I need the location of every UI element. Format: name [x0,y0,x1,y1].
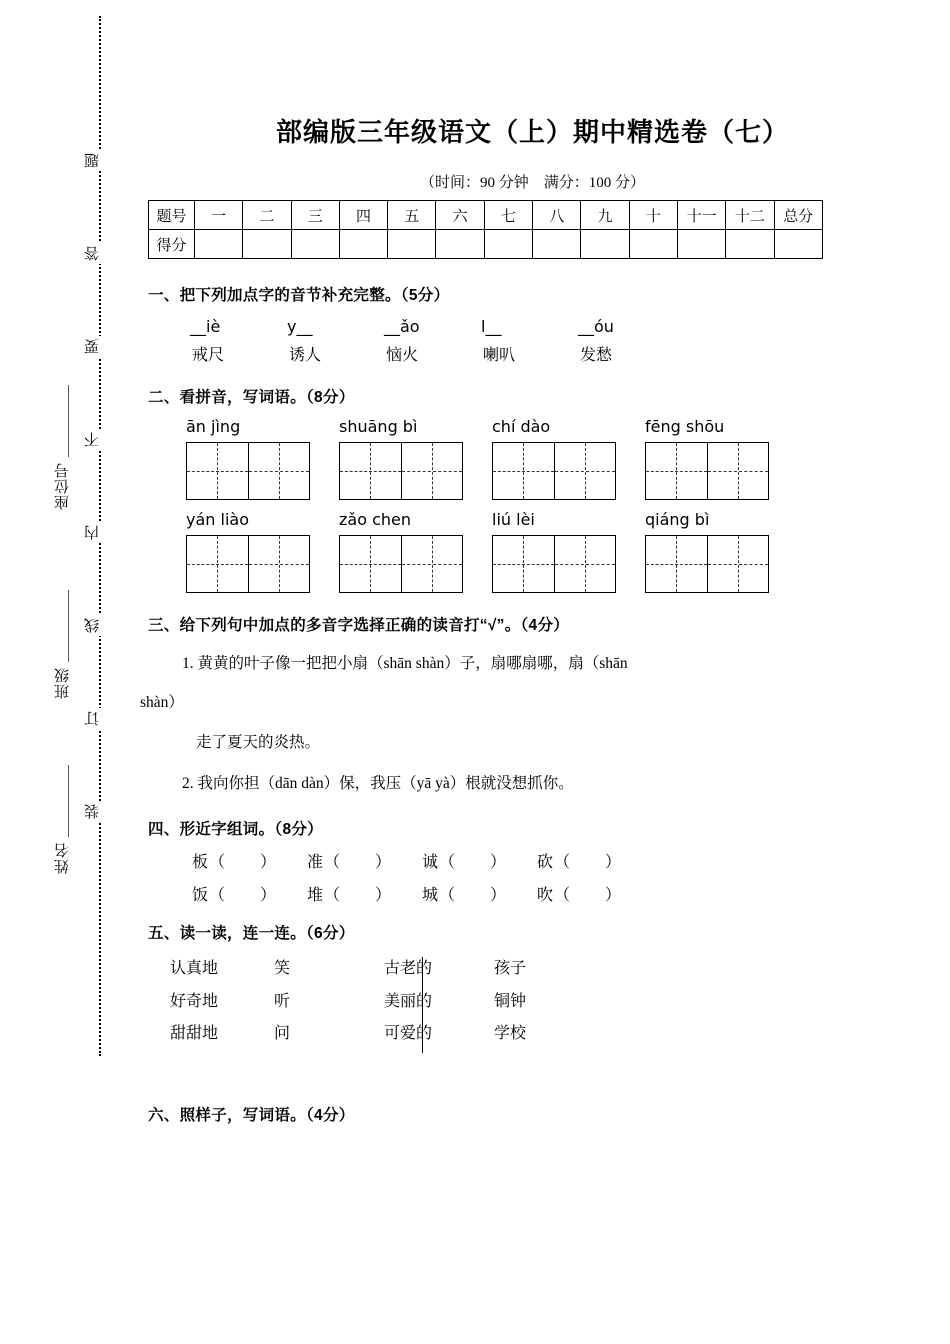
q2-grid-slot[interactable] [339,535,492,593]
tianzige-grid[interactable] [186,442,310,500]
score-cell-4[interactable] [388,230,436,259]
tianzige-cell[interactable] [187,536,248,592]
question-6 [148,1103,925,1125]
match-item[interactable]: 学校 [494,1025,527,1043]
notice-char-4: 内 [86,522,116,543]
score-table [148,200,823,259]
match-divider-line [422,957,423,1053]
page-title: 部编版三年级语文（上）期中精选卷（七） [275,118,789,147]
q4-r1-item-0[interactable]: 板（ ） [192,853,278,871]
question-2 [148,385,925,593]
score-cell-6[interactable] [484,230,532,259]
match-item[interactable]: 孩子 [494,959,527,977]
score-cell-3[interactable] [339,230,387,259]
score-table-col-3: 四 [339,201,387,230]
q2-r2-pinyin-0: yán liào [186,510,249,529]
seat-number-rule [68,385,69,457]
question-5-matching-area [148,953,568,1051]
table-row [149,201,823,230]
name-label: 姓名 [55,842,71,874]
table-row [149,230,823,259]
score-table-col-9: 十 [629,201,677,230]
score-table-col-6: 七 [484,201,532,230]
tianzige-cell[interactable] [554,536,616,592]
q2-grid-slot[interactable] [645,442,798,500]
q4-r1-item-3[interactable]: 砍（ ） [537,853,623,871]
score-table-col-2: 三 [291,201,339,230]
seat-number-label: 座位号 [55,462,71,510]
q1-hanzi-2: 恼火 [386,347,419,364]
score-table-col-1: 二 [243,201,291,230]
score-table-col-12: 总分 [774,201,822,230]
match-item[interactable]: 听 [274,992,291,1010]
q4-r1-item-1[interactable]: 准（ ） [307,853,393,871]
tianzige-cell[interactable] [646,536,707,592]
question-1-title: 一、把下列加点字的音节补充完整。（5分） [148,287,450,304]
score-cell-7[interactable] [533,230,581,259]
tianzige-cell[interactable] [401,443,463,499]
score-cell-10[interactable] [677,230,725,259]
q3-sentence-1-line-3: 走了夏天的炎热。 [196,733,321,751]
question-1 [148,283,925,365]
tianzige-grid[interactable] [186,535,310,593]
q1-hanzi-4: 发愁 [580,347,613,364]
q2-grid-slot[interactable] [186,535,339,593]
tianzige-cell[interactable] [340,443,401,499]
match-item[interactable]: 美丽的 [384,992,433,1010]
match-item[interactable]: 好奇地 [170,992,219,1010]
match-item[interactable]: 铜钟 [494,992,527,1010]
score-table-col-10: 十一 [677,201,725,230]
score-cell-1[interactable] [243,230,291,259]
notice-char-0: 题 [86,150,116,171]
q2-r1-pinyin-0: ān jìng [186,417,241,436]
tianzige-grid[interactable] [492,535,616,593]
score-cell-2[interactable] [291,230,339,259]
tianzige-cell[interactable] [401,536,463,592]
tianzige-grid[interactable] [645,442,769,500]
question-2-grid-row-2 [148,535,925,593]
question-4-row-2 [148,882,925,905]
notice-char-1: 答 [86,243,116,264]
q2-grid-slot[interactable] [492,535,645,593]
score-table-col-5: 六 [436,201,484,230]
q4-r2-item-0[interactable]: 饭（ ） [192,886,278,904]
q3-sentence-2: 2. 我向你担（dān dàn）保，我压（yā yà）根就没想抓你。 [182,775,574,793]
question-2-title: 二、看拼音，写词语。（8分） [148,389,355,406]
score-cell-0[interactable] [195,230,243,259]
score-cell-8[interactable] [581,230,629,259]
score-cell-5[interactable] [436,230,484,259]
tianzige-cell[interactable] [187,443,248,499]
q2-r1-pinyin-2: chí dào [492,417,551,436]
q2-grid-slot[interactable] [492,442,645,500]
q2-r1-pinyin-1: shuāng bì [339,417,418,436]
class-rule [68,590,69,662]
q3-sentence-1-line-1: 1. 黄黄的叶子像一把把小扇（shān shàn）子，扇哪扇哪，扇（shān [182,655,628,672]
class-label: 班级 [55,667,71,699]
match-item[interactable]: 可爱的 [384,1025,433,1043]
q2-grid-slot[interactable] [339,442,492,500]
match-column-3 [384,953,466,1051]
notice-char-5: 线 [86,615,116,636]
score-table-row-header-0: 题号 [149,201,195,230]
tianzige-cell[interactable] [707,443,769,499]
exam-meta: （时间：90 分钟 满分：100 分） [419,175,645,191]
q4-r2-item-2[interactable]: 城（ ） [422,886,508,904]
q2-r2-pinyin-2: liú lèi [492,510,535,529]
match-column-4 [466,953,546,1051]
score-cell-11[interactable] [726,230,774,259]
q2-r1-pinyin-3: fēng shōu [645,417,725,436]
score-table-col-4: 五 [388,201,436,230]
tianzige-cell[interactable] [493,536,554,592]
match-column-2 [274,953,384,1051]
question-4 [148,817,925,905]
match-item[interactable]: 古老的 [384,959,433,977]
exam-sheet [140,0,950,1344]
q1-pinyin-1: y__ [287,317,313,336]
name-rule [68,765,69,837]
question-3-title: 三、给下列句中加点的多音字选择正确的读音打“√”。（4分） [148,617,570,634]
tianzige-cell[interactable] [248,443,310,499]
question-4-row-1 [148,849,925,872]
notice-char-6: 订 [86,708,116,729]
tianzige-grid[interactable] [339,442,463,500]
q3-sentence-1-line-2: shàn） [140,694,184,712]
question-2-pinyin-row-1 [148,417,925,436]
q1-pinyin-0: __iè [190,317,221,336]
question-2-grid-row-1 [148,442,925,500]
match-item[interactable]: 问 [274,1025,291,1043]
q1-hanzi-0: 戒尺 [192,347,225,364]
q4-r2-item-3[interactable]: 吹（ ） [537,886,623,904]
q2-r2-pinyin-1: zǎo chen [339,510,411,529]
q4-r1-item-2[interactable]: 诚（ ） [422,853,508,871]
score-table-row-header-1: 得分 [149,230,195,259]
question-5 [148,921,925,1051]
tianzige-grid[interactable] [645,535,769,593]
tianzige-cell[interactable] [707,536,769,592]
question-4-title: 四、形近字组词。（8分） [148,820,323,838]
tianzige-cell[interactable] [248,536,310,592]
question-1-hanzi-row [148,342,925,365]
match-item[interactable]: 认真地 [170,959,219,977]
tianzige-cell[interactable] [646,443,707,499]
q1-pinyin-4: __óu [578,317,614,336]
notice-char-3: 不 [86,429,116,450]
binding-margin [0,0,140,1344]
match-column-1 [170,953,274,1051]
q2-grid-slot[interactable] [186,442,339,500]
q2-grid-slot[interactable] [645,535,798,593]
question-1-pinyin-row [148,317,925,336]
q1-pinyin-2: __ǎo [384,317,420,336]
score-cell-12[interactable] [774,230,822,259]
match-item[interactable]: 笑 [274,959,291,977]
question-3 [140,613,925,799]
notice-char-2: 要 [86,336,116,357]
q1-pinyin-3: l__ [481,317,502,336]
q2-r2-pinyin-3: qiáng bì [645,510,710,529]
tianzige-grid[interactable] [492,442,616,500]
question-5-title: 五、读一读，连一连。（6分） [148,924,355,942]
question-2-pinyin-row-2 [148,510,925,529]
score-table-col-7: 八 [533,201,581,230]
q1-hanzi-1: 诱人 [289,347,322,364]
q1-hanzi-3: 喇叭 [483,347,516,364]
question-6-title: 六、照样子，写词语。（4分） [148,1107,355,1125]
score-table-col-0: 一 [195,201,243,230]
score-table-col-11: 十二 [726,201,774,230]
q4-r2-item-1[interactable]: 堆（ ） [307,886,393,904]
score-table-col-8: 九 [581,201,629,230]
tianzige-grid[interactable] [339,535,463,593]
tianzige-cell[interactable] [340,536,401,592]
match-item[interactable]: 甜甜地 [170,1025,219,1043]
tianzige-cell[interactable] [554,443,616,499]
tianzige-cell[interactable] [493,443,554,499]
notice-char-7: 装 [86,801,116,822]
score-cell-9[interactable] [629,230,677,259]
